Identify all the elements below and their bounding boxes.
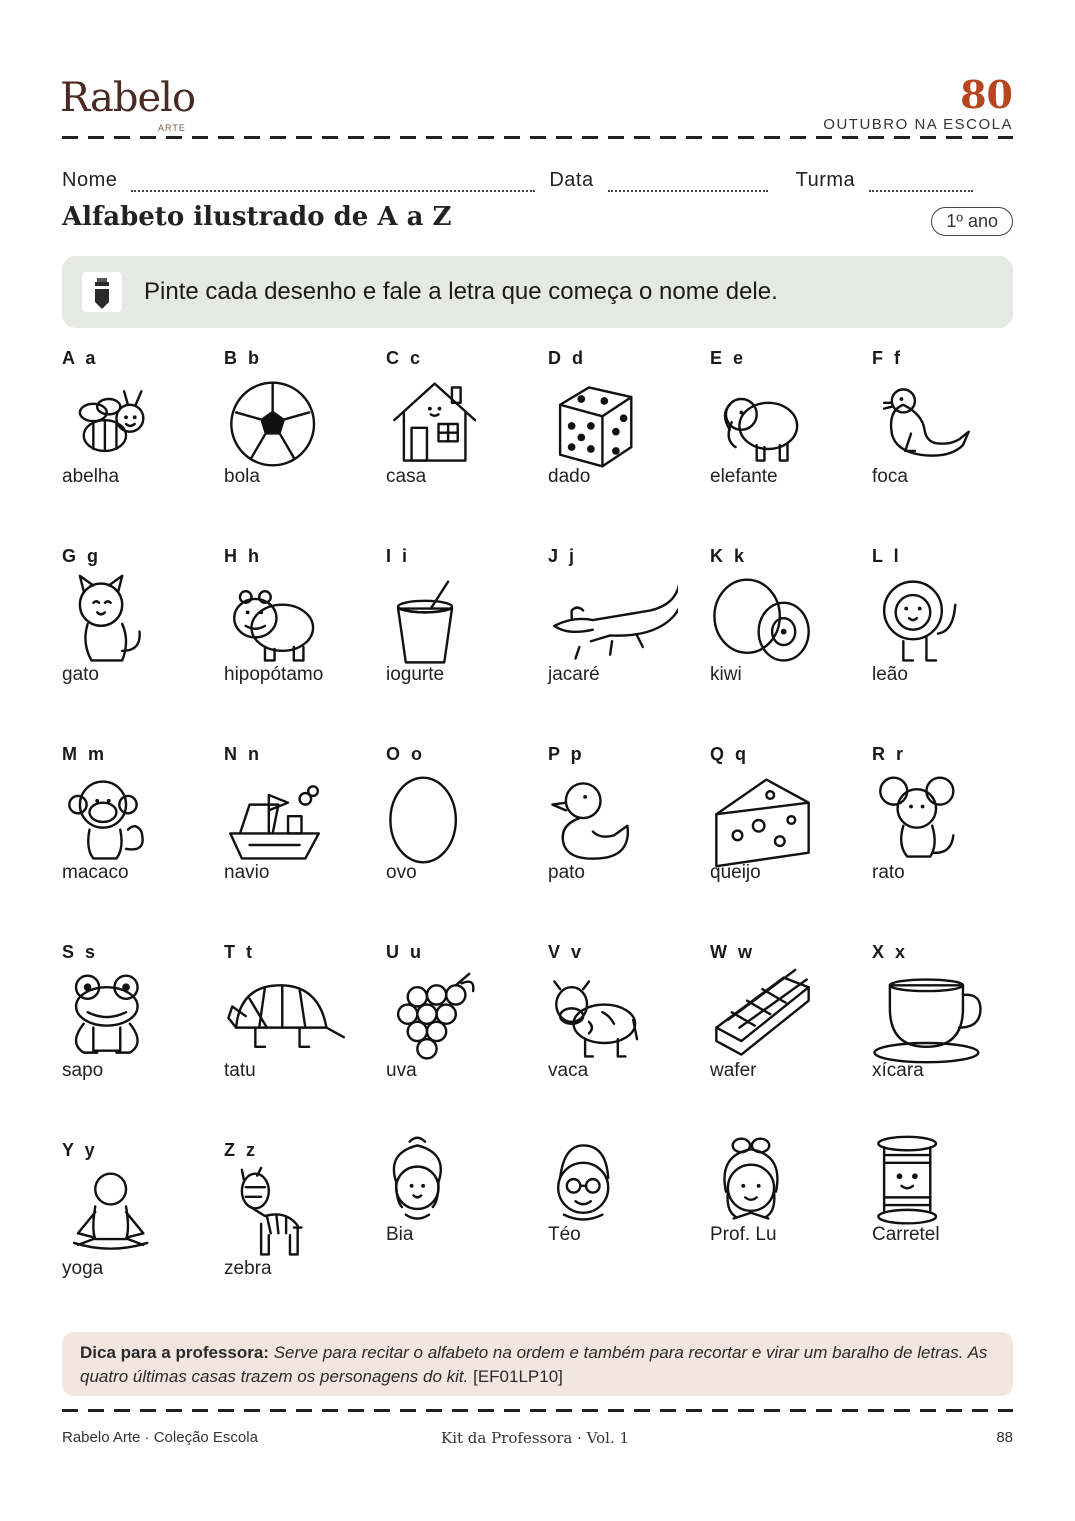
class-label: Turma [795,169,856,191]
alphabet-card [62,546,212,736]
alphabet-card [710,546,860,736]
card-letter: H h [224,546,262,566]
date-field[interactable] [608,174,768,192]
card-word: Téo [548,1224,581,1245]
alphabet-card [386,348,536,538]
alphabet-card [224,1140,374,1330]
footer-left: Rabelo Arte · Coleção Escola [62,1429,258,1446]
card-word: iogurte [386,664,445,685]
alphabet-card [872,942,1022,1132]
card-word: yoga [62,1258,104,1279]
frog-icon [62,968,157,1063]
card-word: kiwi [710,664,742,685]
card-letter: Z z [224,1140,258,1160]
card-word: queijo [710,862,761,883]
card-word: pato [548,862,585,883]
duck-icon [548,770,643,865]
card-word: hipopótamo [224,664,324,685]
brand-name: Rabelo [60,75,196,121]
alphabet-card [872,1140,1022,1330]
card-letter: Q q [710,744,749,764]
card-word: rato [872,862,905,883]
name-label: Nome [62,169,118,191]
page-title: Alfabeto ilustrado de A a Z [62,202,452,232]
boy-glasses-icon [548,1132,643,1227]
card-word: macaco [62,862,129,883]
alphabet-card [548,546,698,736]
seal-icon [872,374,967,469]
name-field[interactable] [131,174,535,192]
teacher-icon [710,1132,805,1227]
yoga-icon [62,1166,157,1261]
card-word: ovo [386,862,417,883]
alphabet-card [872,546,1022,736]
card-word: wafer [710,1060,757,1081]
issue-number: 80 [960,72,1013,117]
alphabet-card [548,942,698,1132]
card-letter: L l [872,546,902,566]
tip-label: Dica para a professora: [80,1343,269,1362]
card-letter: U u [386,942,424,962]
house-icon [386,374,481,469]
card-letter: O o [386,744,425,764]
card-word: gato [62,664,99,685]
page-number: 88 [996,1429,1013,1446]
card-letter: N n [224,744,262,764]
card-word: tatu [224,1060,256,1081]
tip-text: Serve para recitar o alfabeto na ordem e também para recortar e virar um baralho de letras. As quatro últimas casas trazem os personagens do kit. [80,1343,988,1386]
instruction-text: Pinte cada desenho e fale a letra que começa o nome dele. [144,278,778,305]
card-letter: W w [710,942,755,962]
alphabet-card [224,942,374,1132]
hippo-icon [224,572,319,667]
alphabet-card [62,942,212,1132]
spool-icon [872,1132,967,1227]
card-letter: Y y [62,1140,98,1160]
card-word: uva [386,1060,417,1081]
alphabet-card [710,348,860,538]
card-word: jacaré [548,664,600,685]
card-letter: I i [386,546,411,566]
cow-icon [548,968,643,1063]
alphabet-card [62,744,212,934]
card-letter: G g [62,546,101,566]
date-label: Data [549,169,594,191]
card-word: Prof. Lu [710,1224,777,1245]
alphabet-card [386,942,536,1132]
monkey-icon [62,770,157,865]
card-word: bola [224,466,260,487]
armadillo-icon [224,968,319,1063]
alphabet-card [62,348,212,538]
alphabet-card [224,348,374,538]
top-divider [62,136,1013,139]
pencil-icon [82,272,122,312]
card-letter: D d [548,348,586,368]
alphabet-card [386,744,536,934]
brand-logo [60,75,200,136]
elephant-icon [710,374,805,469]
alphabet-card [386,546,536,736]
card-word: vaca [548,1060,589,1081]
alphabet-card [548,1140,698,1330]
card-word: casa [386,466,427,487]
alphabet-card [548,744,698,934]
cheese-icon [710,770,805,865]
card-word: Carretel [872,1224,940,1245]
bottom-divider [62,1409,1013,1412]
card-word: abelha [62,466,120,487]
card-letter: R r [872,744,907,764]
instruction-box [62,256,1013,328]
teacher-tip [62,1332,1013,1396]
wafer-icon [710,968,805,1063]
card-word: Bia [386,1224,414,1245]
card-letter: A a [62,348,99,368]
card-letter: P p [548,744,585,764]
card-word: zebra [224,1258,272,1279]
card-letter: E e [710,348,747,368]
alphabet-card [62,1140,212,1330]
card-letter: F f [872,348,903,368]
card-letter: J j [548,546,578,566]
card-letter: S s [62,942,99,962]
card-word: xícara [872,1060,924,1081]
alphabet-card [872,744,1022,934]
ball-icon [224,374,319,469]
cat-icon [62,572,157,667]
student-fields [62,166,1013,192]
card-word: foca [872,466,908,487]
alphabet-card [710,744,860,934]
dice-icon [548,374,643,469]
zebra-icon [224,1166,319,1261]
card-letter: X x [872,942,909,962]
card-letter: C c [386,348,424,368]
card-letter: V v [548,942,585,962]
alphabet-card [872,348,1022,538]
tip-code: [EF01LP10] [473,1367,563,1386]
footer-middle: Kit da Professora · Vol. 1 [441,1429,630,1447]
lion-icon [872,572,967,667]
card-word: elefante [710,466,778,487]
brand-sub: ARTE [158,123,186,133]
alphabet-card [710,1140,860,1330]
alligator-icon [548,572,643,667]
grade-badge: 1º ano [931,207,1013,236]
alphabet-card [224,744,374,934]
cup-icon [872,968,967,1063]
egg-icon [386,770,481,865]
card-letter: B b [224,348,262,368]
yogurt-icon [386,572,481,667]
card-letter: K k [710,546,748,566]
kiwi-icon [710,572,805,667]
card-word: dado [548,466,591,487]
card-word: navio [224,862,270,883]
alphabet-card [386,1140,536,1330]
issue-title: OUTUBRO NA ESCOLA [823,116,1013,133]
card-word: leão [872,664,908,685]
alphabet-card [710,942,860,1132]
class-field[interactable] [869,174,973,192]
alphabet-card [548,348,698,538]
card-letter: T t [224,942,255,962]
ship-icon [224,770,319,865]
mouse-icon [872,770,967,865]
card-word: sapo [62,1060,104,1081]
girl-icon [386,1132,481,1227]
bee-icon [62,374,157,469]
card-letter: M m [62,744,107,764]
alphabet-card [224,546,374,736]
grapes-icon [386,968,481,1063]
